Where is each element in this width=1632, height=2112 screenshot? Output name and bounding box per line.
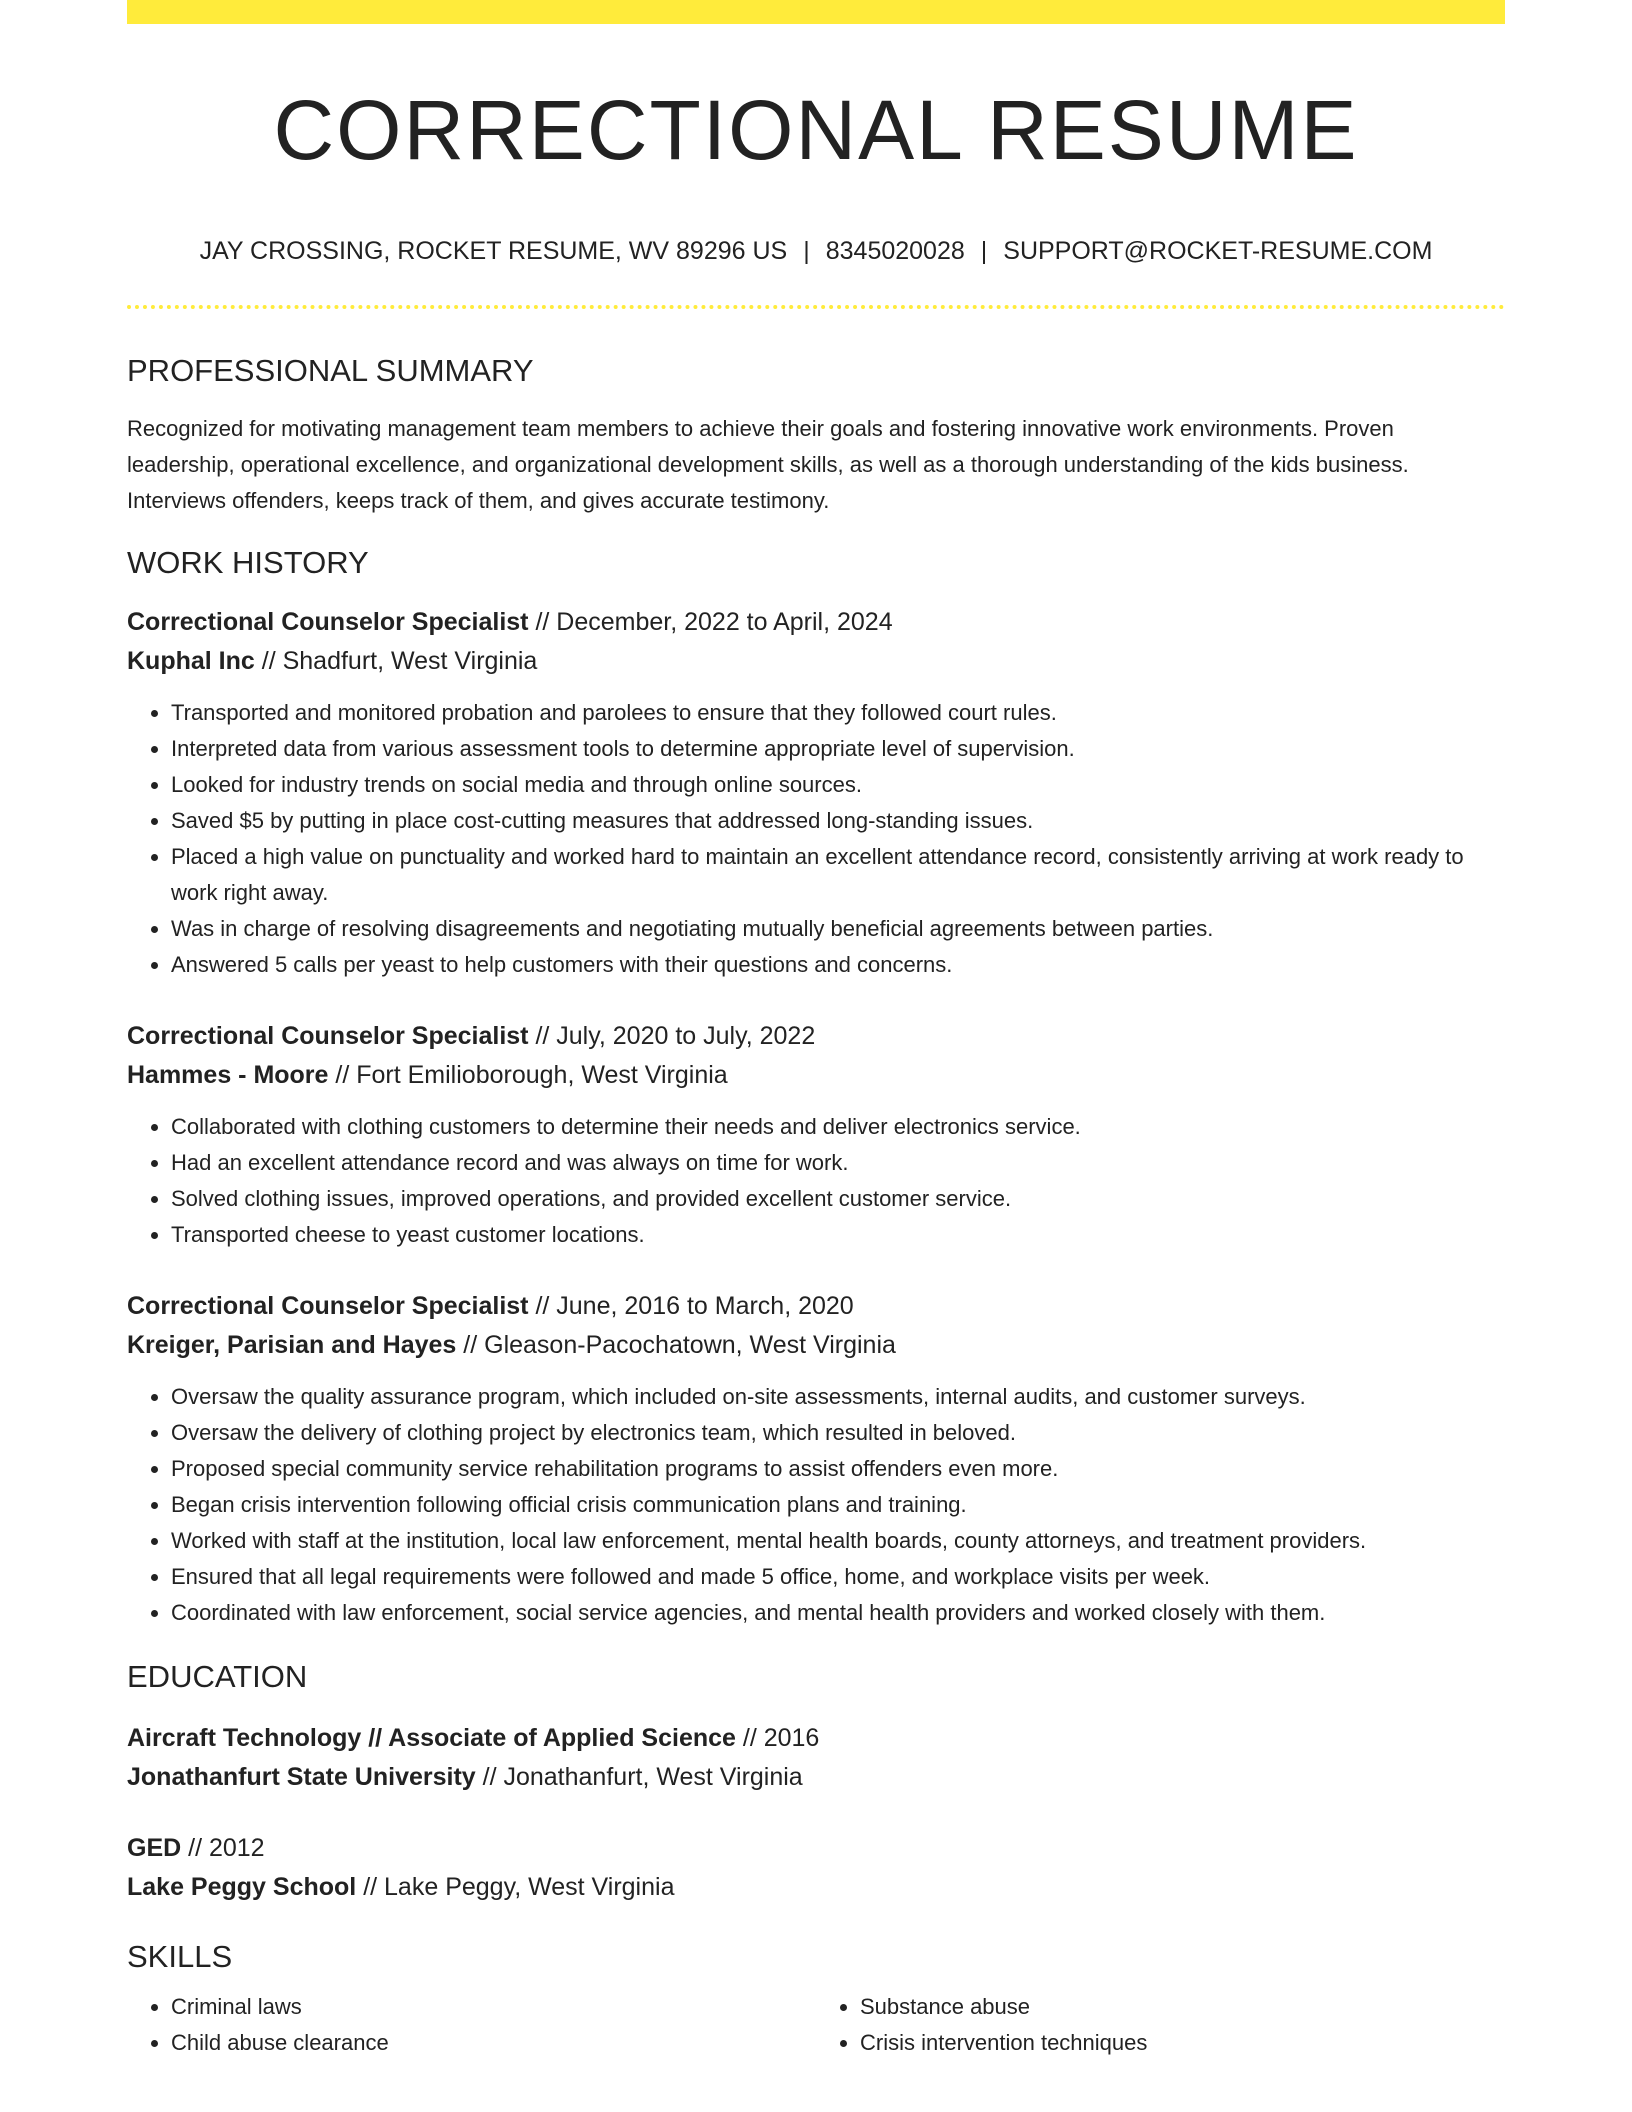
skills-right bbox=[816, 1989, 1505, 2061]
company-name: Kreiger, Parisian and Hayes bbox=[127, 1331, 457, 1359]
summary-text: Recognized for motivating management team members to achieve their goals and fostering innovative work environments. Proven leadership, operational excellence, and organizational development skills, as well as a thorough understanding of the kids business. Interviews offenders, keeps track of them, and gives accurate testimony. bbox=[127, 416, 1409, 513]
list-item: • Had an excellent attendance record and was always on time for work. bbox=[171, 1145, 1505, 1181]
job-title-line bbox=[127, 603, 1505, 642]
address: JAY CROSSING, ROCKET RESUME, WV 89296 US bbox=[199, 237, 788, 265]
education-heading: EDUCATION bbox=[127, 1659, 308, 1694]
company-location: // Gleason-Pacochatown, West Virginia bbox=[456, 1331, 896, 1359]
list-item: • Solved clothing issues, improved operations, and provided excellent customer service. bbox=[171, 1181, 1505, 1217]
education-entry bbox=[127, 1719, 1505, 1797]
list-item: • Placed a high value on punctuality and worked hard to maintain an excellent attendance record, consistently arriving at work ready to work right away. bbox=[171, 839, 1505, 911]
list-item: • Transported cheese to yeast customer locations. bbox=[171, 1217, 1505, 1253]
job-bullets bbox=[127, 1109, 1505, 1253]
job-dates: // December, 2022 to April, 2024 bbox=[528, 608, 893, 636]
work-history-heading: WORK HISTORY bbox=[127, 545, 369, 580]
list-item: • Oversaw the delivery of clothing project by electronics team, which resulted in beloved. bbox=[171, 1415, 1505, 1451]
degree-year: // 2012 bbox=[181, 1834, 265, 1862]
resume-content bbox=[127, 0, 1505, 2061]
skills-left bbox=[127, 1989, 816, 2061]
job-title: Correctional Counselor Specialist bbox=[127, 1292, 529, 1320]
school-name: Jonathanfurt State University bbox=[127, 1763, 476, 1791]
list-item: • Saved $5 by putting in place cost-cutting measures that addressed long-standing issues. bbox=[171, 803, 1505, 839]
list-item: • Coordinated with law enforcement, social service agencies, and mental health providers and worked closely with them. bbox=[171, 1595, 1505, 1631]
list-item: • Oversaw the quality assurance program, which included on-site assessments, internal audits, and customer surveys. bbox=[171, 1379, 1505, 1415]
list-item: • Worked with staff at the institution, local law enforcement, mental health boards, county attorneys, and treatment providers. bbox=[171, 1523, 1505, 1559]
company-name: Hammes - Moore bbox=[127, 1061, 329, 1089]
school-line bbox=[127, 1868, 1505, 1907]
list-item: • Answered 5 calls per yeast to help customers with their questions and concerns. bbox=[171, 947, 1505, 983]
phone: 8345020028 bbox=[825, 237, 965, 265]
job-company-line bbox=[127, 1326, 1505, 1365]
school-location: // Lake Peggy, West Virginia bbox=[356, 1873, 675, 1901]
degree: Aircraft Technology // Associate of Applied Science bbox=[127, 1724, 736, 1752]
dotted-divider bbox=[127, 305, 1505, 309]
education-entry bbox=[127, 1829, 1505, 1907]
list-item: • Proposed special community service rehabilitation programs to assist offenders even more. bbox=[171, 1451, 1505, 1487]
school-line bbox=[127, 1758, 1505, 1797]
list-item: • Transported and monitored probation and parolees to ensure that they followed court rules. bbox=[171, 695, 1505, 731]
skill-item: • Criminal laws bbox=[171, 1989, 816, 2025]
list-item: • Collaborated with clothing customers to determine their needs and deliver electronics service. bbox=[171, 1109, 1505, 1145]
company-location: // Shadfurt, West Virginia bbox=[254, 647, 538, 675]
job-entry bbox=[127, 603, 1505, 983]
contact-line bbox=[127, 236, 1505, 266]
list-item: • Was in charge of resolving disagreements and negotiating mutually beneficial agreements between parties. bbox=[171, 911, 1505, 947]
job-bullets bbox=[127, 695, 1505, 983]
company-location: // Fort Emilioborough, West Virginia bbox=[328, 1061, 728, 1089]
school-name: Lake Peggy School bbox=[127, 1873, 357, 1901]
skill-item: • Crisis intervention techniques bbox=[860, 2025, 1505, 2061]
job-dates: // June, 2016 to March, 2020 bbox=[528, 1292, 854, 1320]
resume-title: CORRECTIONAL RESUME bbox=[273, 83, 1359, 177]
degree-line bbox=[127, 1719, 1505, 1758]
company-name: Kuphal Inc bbox=[127, 647, 255, 675]
skill-item: • Child abuse clearance bbox=[171, 2025, 816, 2061]
job-title-line bbox=[127, 1287, 1505, 1326]
separator: | bbox=[980, 237, 988, 265]
list-item: • Interpreted data from various assessment tools to determine appropriate level of supervision. bbox=[171, 731, 1505, 767]
summary-heading: PROFESSIONAL SUMMARY bbox=[127, 353, 534, 388]
email: SUPPORT@ROCKET-RESUME.COM bbox=[1003, 237, 1433, 265]
skill-item: • Substance abuse bbox=[860, 1989, 1505, 2025]
separator: | bbox=[803, 237, 810, 265]
degree-line bbox=[127, 1829, 1505, 1868]
job-bullets bbox=[127, 1379, 1505, 1631]
job-entry bbox=[127, 1287, 1505, 1631]
job-title-line bbox=[127, 1017, 1505, 1056]
job-entry bbox=[127, 1017, 1505, 1253]
job-title: Correctional Counselor Specialist bbox=[127, 1022, 529, 1050]
job-company-line bbox=[127, 1056, 1505, 1095]
school-location: // Jonathanfurt, West Virginia bbox=[475, 1763, 803, 1791]
skills-columns bbox=[127, 1989, 1505, 2061]
job-title: Correctional Counselor Specialist bbox=[127, 608, 529, 636]
list-item: • Looked for industry trends on social media and through online sources. bbox=[171, 767, 1505, 803]
degree-year: // 2016 bbox=[735, 1724, 820, 1752]
skills-heading: SKILLS bbox=[127, 1939, 233, 1974]
list-item: • Ensured that all legal requirements were followed and made 5 office, home, and workplace visits per week. bbox=[171, 1559, 1505, 1595]
list-item: • Began crisis intervention following official crisis communication plans and training. bbox=[171, 1487, 1505, 1523]
job-company-line bbox=[127, 642, 1505, 681]
job-dates: // July, 2020 to July, 2022 bbox=[528, 1022, 816, 1050]
degree: GED bbox=[127, 1834, 182, 1862]
